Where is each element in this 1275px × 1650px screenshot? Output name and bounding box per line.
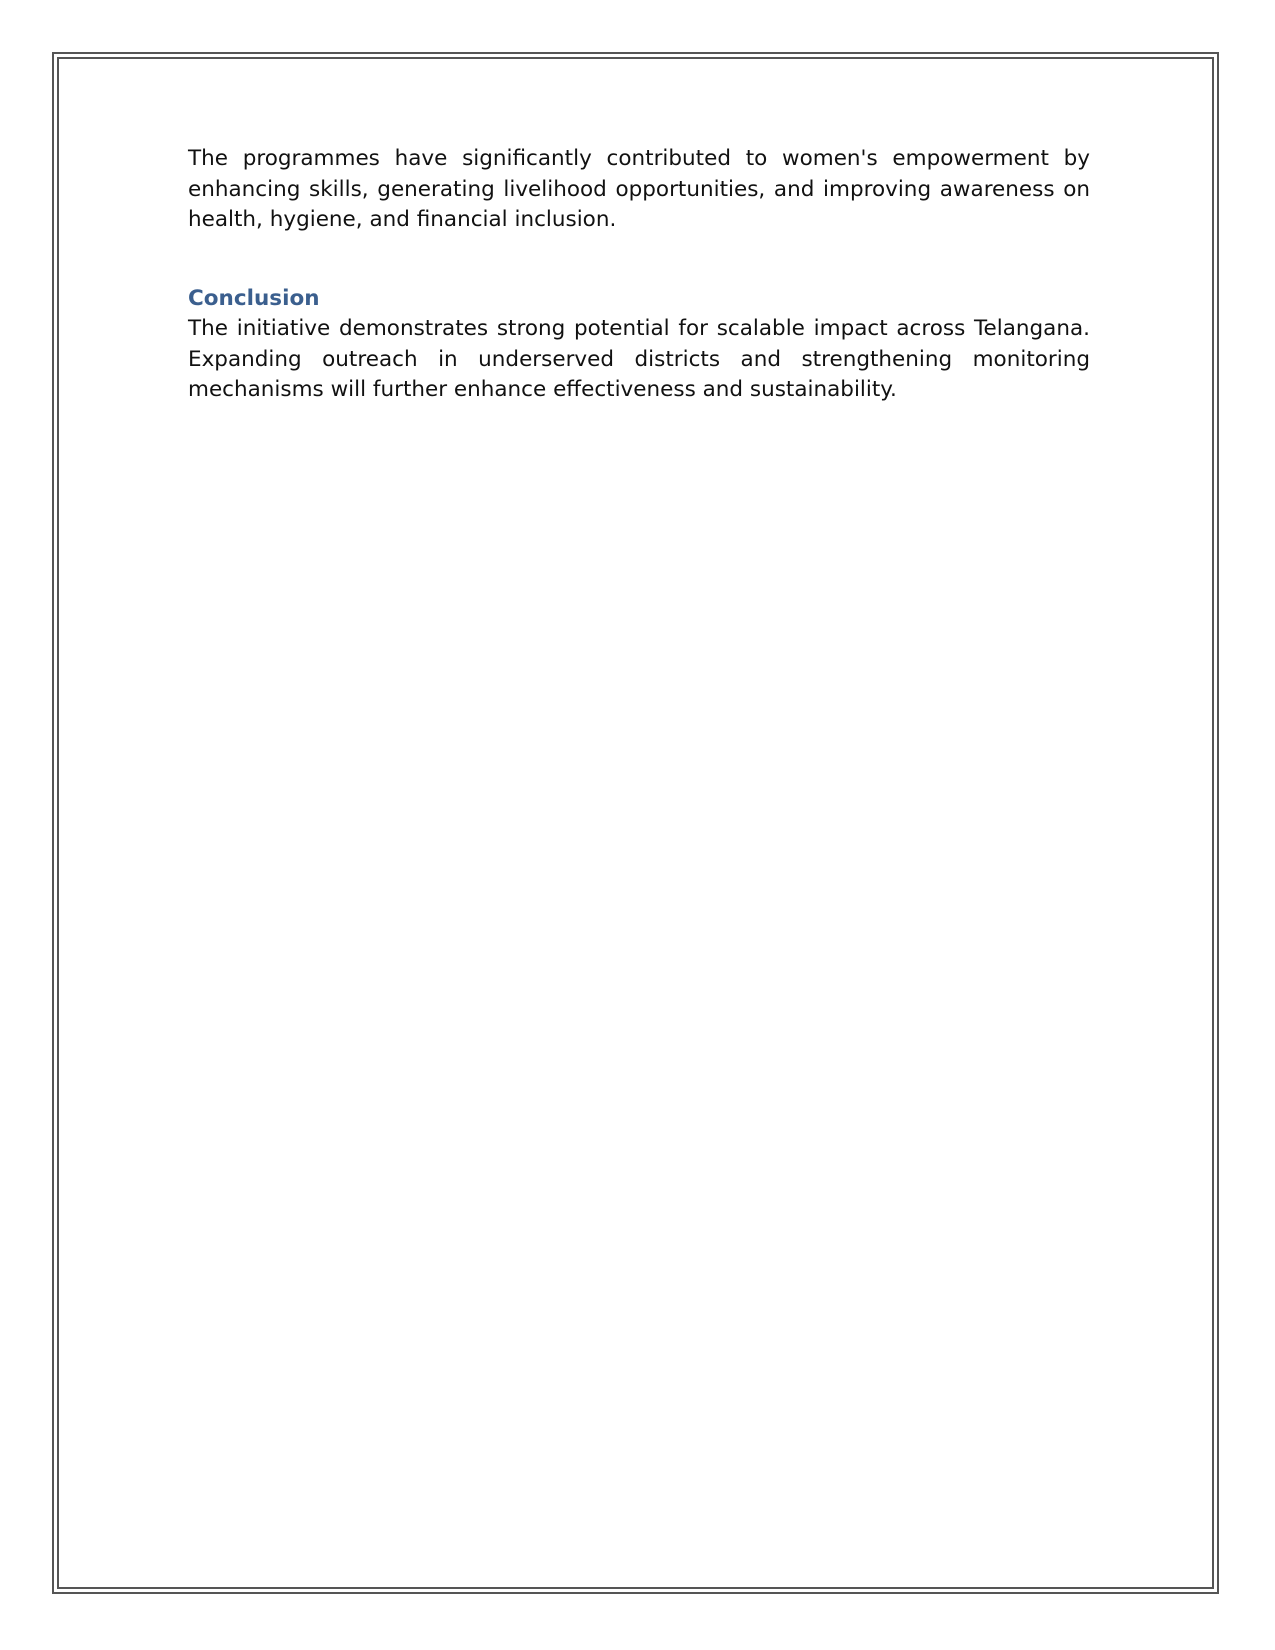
conclusion-paragraph: The initiative demonstrates strong potential for scalable impact across Telangana. Expanding outreach in underserved districts and strengthening monitoring mechanisms will further enhance effectiveness and sustainability. — [188, 316, 1090, 402]
intro-paragraph: The programmes have significantly contributed to women's empowerment by enhancing skills, generating livelihood opportunities, and improving awareness on health, hygiene, and financial inclusion. — [188, 146, 1090, 232]
document-body — [188, 144, 1090, 406]
conclusion-heading: Conclusion — [188, 285, 320, 311]
